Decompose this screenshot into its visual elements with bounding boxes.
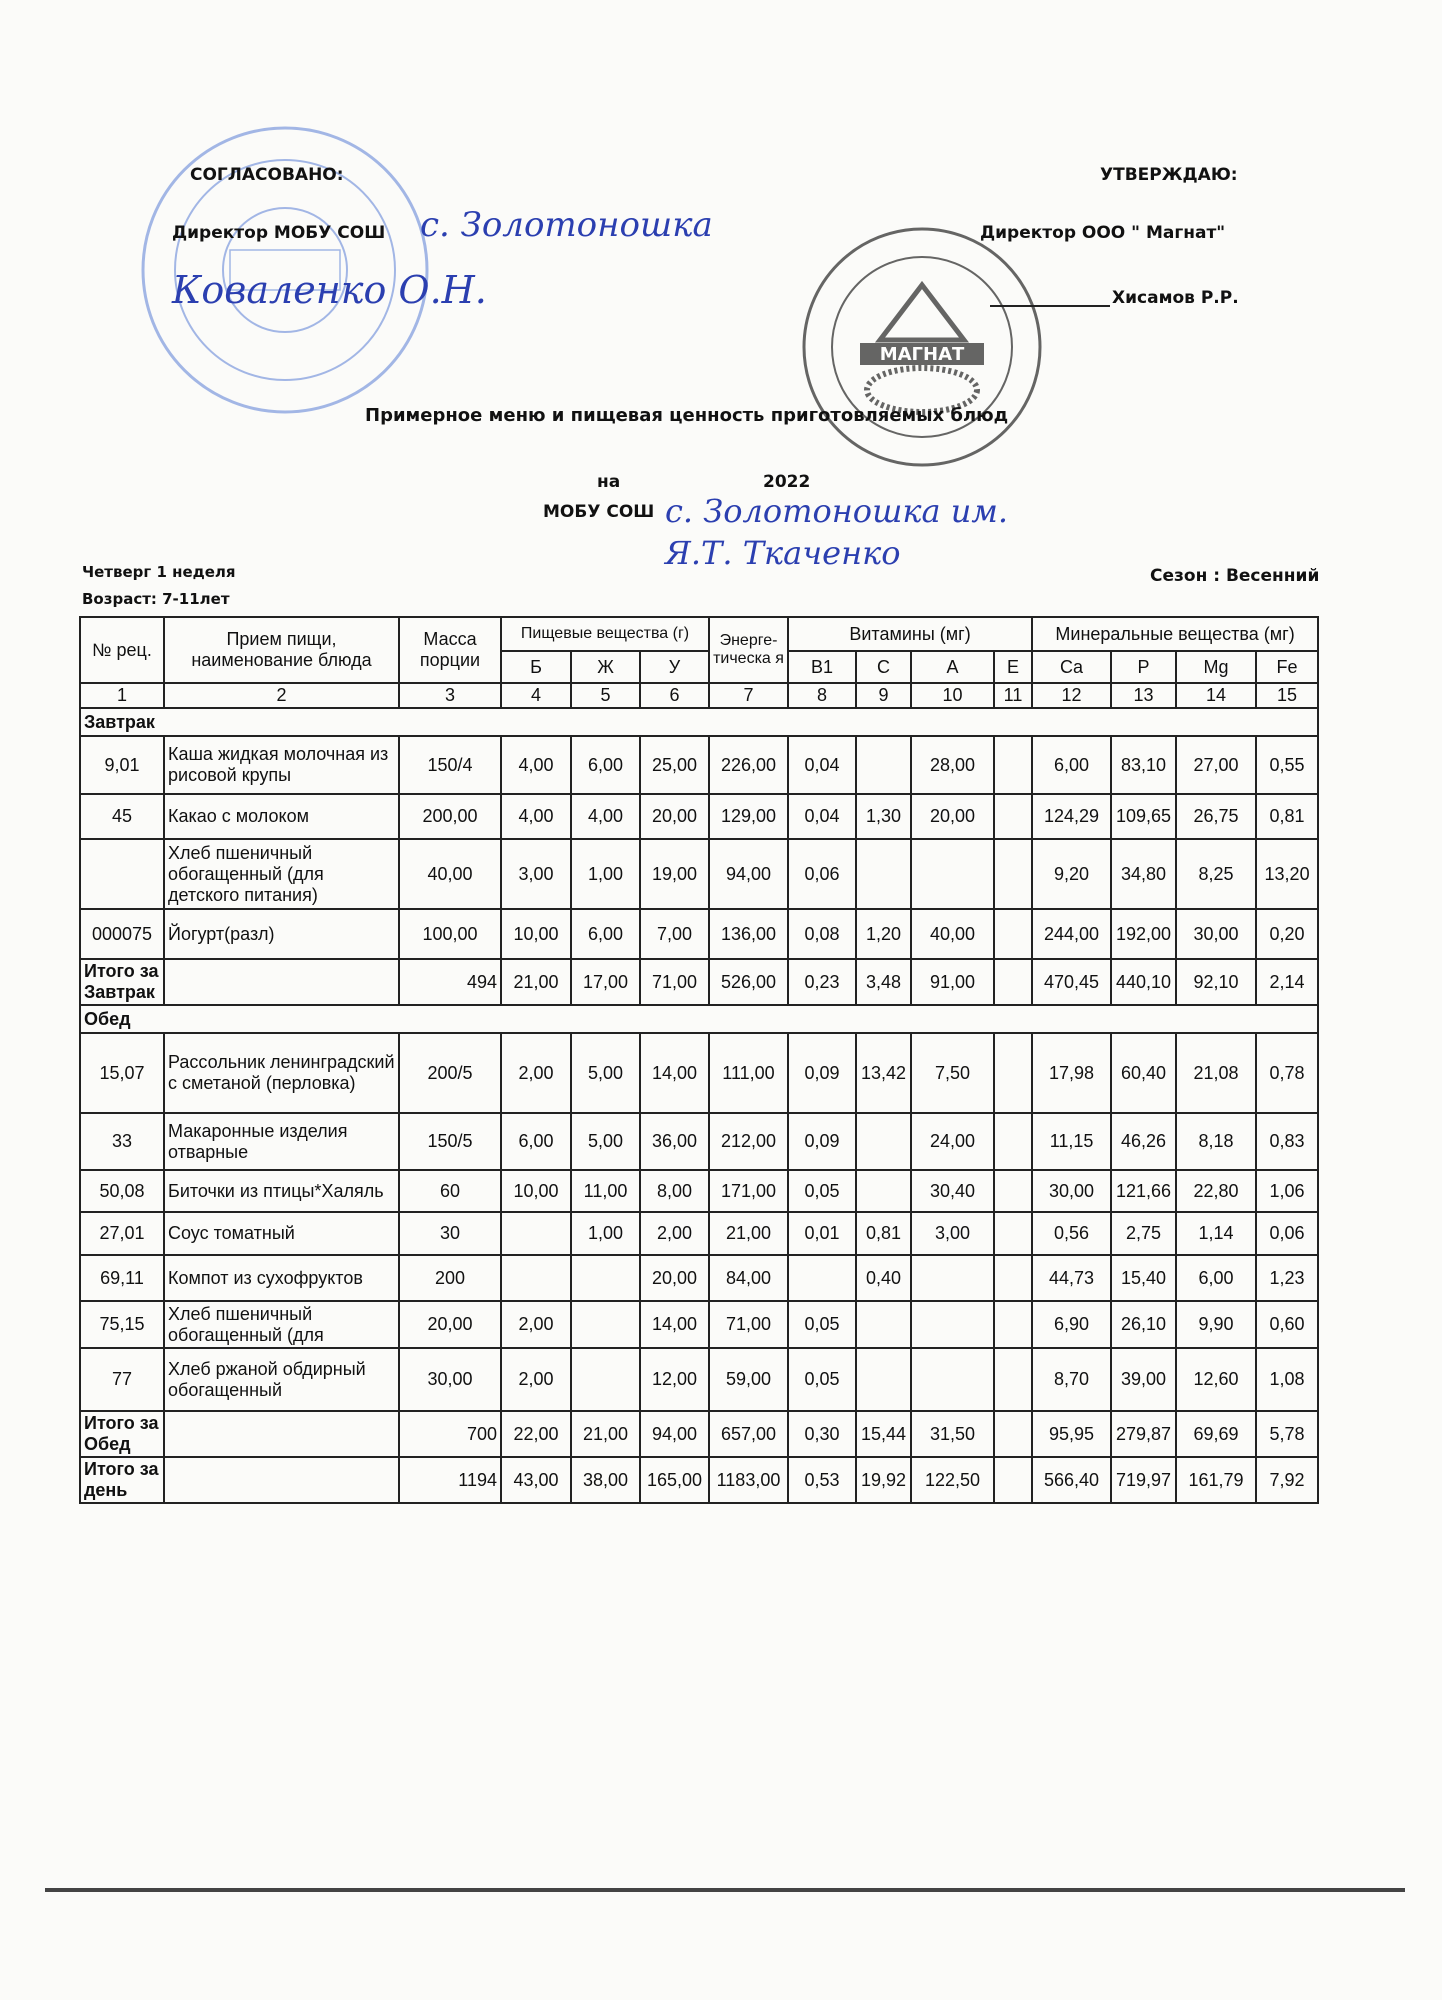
dish-row bbox=[80, 1212, 1318, 1255]
dish-value: 2,00 bbox=[501, 1033, 571, 1113]
dish-value: 10,00 bbox=[501, 909, 571, 959]
total-label: Итого за день bbox=[80, 1457, 164, 1503]
dish-value bbox=[911, 1255, 994, 1301]
total-cell: 494 bbox=[399, 959, 501, 1005]
dish-value: 59,00 bbox=[709, 1348, 788, 1411]
subheader-ca: Ca bbox=[1032, 651, 1111, 683]
signature-director-left: Коваленко О.Н. bbox=[172, 268, 487, 312]
total-cell: 7,92 bbox=[1256, 1457, 1318, 1503]
dish-value: 4,00 bbox=[571, 794, 640, 839]
dish-value: 212,00 bbox=[709, 1113, 788, 1170]
subheader-б: Б bbox=[501, 651, 571, 683]
dish-value: 8,00 bbox=[640, 1170, 709, 1212]
dish-value: 40,00 bbox=[399, 839, 501, 909]
dish-row bbox=[80, 1301, 1318, 1348]
total-cell: 0,30 bbox=[788, 1411, 856, 1457]
dish-value: 60 bbox=[399, 1170, 501, 1212]
header-nutrients: Пищевые вещества (г) bbox=[501, 617, 709, 651]
dish-name: Хлеб ржаной обдирный обогащенный bbox=[164, 1348, 399, 1411]
section-row bbox=[80, 1005, 1318, 1033]
dish-value: 30,00 bbox=[1032, 1170, 1111, 1212]
dish-value bbox=[501, 1212, 571, 1255]
dish-value: 11,15 bbox=[1032, 1113, 1111, 1170]
dish-value: 0,06 bbox=[788, 839, 856, 909]
dish-value bbox=[994, 1033, 1032, 1113]
dish-value: 13,42 bbox=[856, 1033, 911, 1113]
dish-value: 20,00 bbox=[640, 1255, 709, 1301]
total-cell: 1194 bbox=[399, 1457, 501, 1503]
column-number: 6 bbox=[640, 683, 709, 708]
dish-value: 0,56 bbox=[1032, 1212, 1111, 1255]
dish-value: 6,00 bbox=[1032, 736, 1111, 794]
dish-value bbox=[856, 736, 911, 794]
dish-value: 9,20 bbox=[1032, 839, 1111, 909]
total-cell: 3,48 bbox=[856, 959, 911, 1005]
dish-value: 14,00 bbox=[640, 1033, 709, 1113]
dish-value: 0,06 bbox=[1256, 1212, 1318, 1255]
dish-value: 0,04 bbox=[788, 736, 856, 794]
dish-value: 20,00 bbox=[640, 794, 709, 839]
dish-value: 30,00 bbox=[1176, 909, 1256, 959]
dish-value: 0,78 bbox=[1256, 1033, 1318, 1113]
dish-row bbox=[80, 1170, 1318, 1212]
recipe-number: 15,07 bbox=[80, 1033, 164, 1113]
dish-value: 22,80 bbox=[1176, 1170, 1256, 1212]
on-label: на bbox=[597, 472, 621, 492]
dish-value: 244,00 bbox=[1032, 909, 1111, 959]
dish-row bbox=[80, 1255, 1318, 1301]
dish-value bbox=[994, 1212, 1032, 1255]
dish-value: 34,80 bbox=[1111, 839, 1176, 909]
total-cell: 92,10 bbox=[1176, 959, 1256, 1005]
signature-school: с. Золотоношка bbox=[420, 205, 713, 245]
total-cell: 38,00 bbox=[571, 1457, 640, 1503]
dish-value: 4,00 bbox=[501, 794, 571, 839]
total-label: Итого за Завтрак bbox=[80, 959, 164, 1005]
column-number: 4 bbox=[501, 683, 571, 708]
total-spacer bbox=[164, 959, 399, 1005]
dish-value: 6,00 bbox=[571, 909, 640, 959]
dish-value bbox=[994, 794, 1032, 839]
dish-value: 5,00 bbox=[571, 1033, 640, 1113]
school-handwritten: с. Золотоношка им. Я.Т. Ткаченко bbox=[665, 492, 1009, 572]
dish-value: 19,00 bbox=[640, 839, 709, 909]
dish-value: 21,00 bbox=[709, 1212, 788, 1255]
approval-right-name: Хисамов Р.Р. bbox=[1112, 288, 1239, 308]
dish-value: 94,00 bbox=[709, 839, 788, 909]
dish-value: 0,55 bbox=[1256, 736, 1318, 794]
dish-value bbox=[571, 1255, 640, 1301]
dish-value: 226,00 bbox=[709, 736, 788, 794]
dish-value: 0,04 bbox=[788, 794, 856, 839]
dish-value: 0,08 bbox=[788, 909, 856, 959]
dish-value: 121,66 bbox=[1111, 1170, 1176, 1212]
dish-value: 84,00 bbox=[709, 1255, 788, 1301]
subheader-p: P bbox=[1111, 651, 1176, 683]
dish-row bbox=[80, 794, 1318, 839]
header-recipe-number: № рец. bbox=[80, 617, 164, 683]
dish-value: 1,06 bbox=[1256, 1170, 1318, 1212]
dish-value: 124,29 bbox=[1032, 794, 1111, 839]
header-mass: Масса порции bbox=[399, 617, 501, 683]
dish-value: 6,00 bbox=[571, 736, 640, 794]
dish-value: 60,40 bbox=[1111, 1033, 1176, 1113]
recipe-number: 27,01 bbox=[80, 1212, 164, 1255]
signature-line bbox=[990, 305, 1110, 307]
dish-value: 12,60 bbox=[1176, 1348, 1256, 1411]
section-total-row bbox=[80, 1411, 1318, 1457]
dish-value bbox=[994, 909, 1032, 959]
dish-value: 0,60 bbox=[1256, 1301, 1318, 1348]
dish-value: 192,00 bbox=[1111, 909, 1176, 959]
dish-value: 3,00 bbox=[501, 839, 571, 909]
dish-value: 6,00 bbox=[501, 1113, 571, 1170]
dish-value bbox=[994, 1348, 1032, 1411]
dish-value: 12,00 bbox=[640, 1348, 709, 1411]
subheader-mg: Mg bbox=[1176, 651, 1256, 683]
dish-value: 2,00 bbox=[501, 1301, 571, 1348]
total-cell: 165,00 bbox=[640, 1457, 709, 1503]
total-cell: 1183,00 bbox=[709, 1457, 788, 1503]
header-energy: Энерге-тическа я bbox=[709, 617, 788, 683]
total-cell: 31,50 bbox=[911, 1411, 994, 1457]
subheader-c: C bbox=[856, 651, 911, 683]
dish-value: 40,00 bbox=[911, 909, 994, 959]
dish-value bbox=[911, 1301, 994, 1348]
total-cell: 526,00 bbox=[709, 959, 788, 1005]
school-label: МОБУ СОШ bbox=[543, 502, 655, 522]
recipe-number: 50,08 bbox=[80, 1170, 164, 1212]
dish-value: 109,65 bbox=[1111, 794, 1176, 839]
column-number: 14 bbox=[1176, 683, 1256, 708]
total-cell bbox=[994, 1411, 1032, 1457]
dish-value: 21,08 bbox=[1176, 1033, 1256, 1113]
dish-value: 25,00 bbox=[640, 736, 709, 794]
dish-value: 0,09 bbox=[788, 1113, 856, 1170]
column-number: 5 bbox=[571, 683, 640, 708]
subheader-fe: Fe bbox=[1256, 651, 1318, 683]
recipe-number: 75,15 bbox=[80, 1301, 164, 1348]
day-label: Четверг 1 неделя bbox=[82, 563, 236, 581]
age-label: Возраст: 7-11лет bbox=[82, 590, 230, 608]
dish-name: Компот из сухофруктов bbox=[164, 1255, 399, 1301]
dish-value: 150/5 bbox=[399, 1113, 501, 1170]
header-vitamins: Витамины (мг) bbox=[788, 617, 1032, 651]
dish-value bbox=[856, 1113, 911, 1170]
season-label: Сезон : Весенний bbox=[1150, 566, 1320, 586]
column-number: 11 bbox=[994, 683, 1032, 708]
scan-edge-bottom bbox=[45, 1888, 1405, 1892]
dish-name: Хлеб пшеничный обогащенный (для bbox=[164, 1301, 399, 1348]
column-number: 10 bbox=[911, 683, 994, 708]
column-number: 3 bbox=[399, 683, 501, 708]
dish-value: 17,98 bbox=[1032, 1033, 1111, 1113]
subheader-b1: B1 bbox=[788, 651, 856, 683]
dish-value: 8,25 bbox=[1176, 839, 1256, 909]
dish-value bbox=[994, 1170, 1032, 1212]
subheader-у: У bbox=[640, 651, 709, 683]
subheader-a: A bbox=[911, 651, 994, 683]
dish-value: 200,00 bbox=[399, 794, 501, 839]
dish-value: 2,00 bbox=[501, 1348, 571, 1411]
dish-value: 150/4 bbox=[399, 736, 501, 794]
total-cell: 17,00 bbox=[571, 959, 640, 1005]
dish-value bbox=[994, 1113, 1032, 1170]
recipe-number bbox=[80, 839, 164, 909]
dish-name: Каша жидкая молочная из рисовой крупы bbox=[164, 736, 399, 794]
section-row bbox=[80, 708, 1318, 736]
recipe-number: 9,01 bbox=[80, 736, 164, 794]
header-dish-name: Прием пищи, наименование блюда bbox=[164, 617, 399, 683]
total-cell: 19,92 bbox=[856, 1457, 911, 1503]
dish-value: 0,83 bbox=[1256, 1113, 1318, 1170]
dish-value: 1,08 bbox=[1256, 1348, 1318, 1411]
year: 2022 bbox=[763, 472, 811, 492]
magnat-stamp bbox=[800, 225, 1045, 470]
dish-name: Йогурт(разл) bbox=[164, 909, 399, 959]
total-cell: 69,69 bbox=[1176, 1411, 1256, 1457]
total-cell: 700 bbox=[399, 1411, 501, 1457]
recipe-number: 45 bbox=[80, 794, 164, 839]
total-label: Итого за Обед bbox=[80, 1411, 164, 1457]
dish-value: 26,75 bbox=[1176, 794, 1256, 839]
dish-value: 0,09 bbox=[788, 1033, 856, 1113]
dish-value: 0,05 bbox=[788, 1170, 856, 1212]
day-total-row bbox=[80, 1457, 1318, 1503]
dish-value: 28,00 bbox=[911, 736, 994, 794]
dish-value bbox=[856, 839, 911, 909]
dish-name: Биточки из птицы*Халяль bbox=[164, 1170, 399, 1212]
dish-value: 9,90 bbox=[1176, 1301, 1256, 1348]
total-cell: 2,14 bbox=[1256, 959, 1318, 1005]
dish-value: 5,00 bbox=[571, 1113, 640, 1170]
total-cell: 122,50 bbox=[911, 1457, 994, 1503]
total-cell: 22,00 bbox=[501, 1411, 571, 1457]
total-cell: 21,00 bbox=[501, 959, 571, 1005]
dish-value: 1,00 bbox=[571, 1212, 640, 1255]
dish-value: 3,00 bbox=[911, 1212, 994, 1255]
column-number: 7 bbox=[709, 683, 788, 708]
dish-value: 14,00 bbox=[640, 1301, 709, 1348]
total-cell: 5,78 bbox=[1256, 1411, 1318, 1457]
approval-left-position: Директор МОБУ СОШ bbox=[172, 223, 386, 243]
dish-name: Хлеб пшеничный обогащенный (для детского питания) bbox=[164, 839, 399, 909]
recipe-number: 33 bbox=[80, 1113, 164, 1170]
dish-value: 6,00 bbox=[1176, 1255, 1256, 1301]
total-cell: 440,10 bbox=[1111, 959, 1176, 1005]
column-number: 12 bbox=[1032, 683, 1111, 708]
dish-value: 10,00 bbox=[501, 1170, 571, 1212]
dish-value: 0,05 bbox=[788, 1301, 856, 1348]
dish-value: 20,00 bbox=[399, 1301, 501, 1348]
dish-value: 0,81 bbox=[1256, 794, 1318, 839]
dish-value: 30,40 bbox=[911, 1170, 994, 1212]
dish-value bbox=[994, 1255, 1032, 1301]
column-number: 15 bbox=[1256, 683, 1318, 708]
total-cell: 21,00 bbox=[571, 1411, 640, 1457]
dish-value: 111,00 bbox=[709, 1033, 788, 1113]
dish-value: 7,00 bbox=[640, 909, 709, 959]
dish-value: 200 bbox=[399, 1255, 501, 1301]
menu-table bbox=[79, 616, 1319, 1504]
dish-value: 2,00 bbox=[640, 1212, 709, 1255]
dish-value: 83,10 bbox=[1111, 736, 1176, 794]
dish-value: 0,81 bbox=[856, 1212, 911, 1255]
column-number: 2 bbox=[164, 683, 399, 708]
dish-name: Макаронные изделия отварные bbox=[164, 1113, 399, 1170]
dish-value: 30,00 bbox=[399, 1348, 501, 1411]
dish-value: 39,00 bbox=[1111, 1348, 1176, 1411]
section-title: Завтрак bbox=[80, 708, 1318, 736]
total-cell: 94,00 bbox=[640, 1411, 709, 1457]
total-cell: 657,00 bbox=[709, 1411, 788, 1457]
dish-value: 1,20 bbox=[856, 909, 911, 959]
approval-left-label: СОГЛАСОВАНО: bbox=[190, 165, 344, 185]
dish-value bbox=[856, 1348, 911, 1411]
dish-value: 13,20 bbox=[1256, 839, 1318, 909]
dish-value: 136,00 bbox=[709, 909, 788, 959]
column-number: 8 bbox=[788, 683, 856, 708]
total-cell: 43,00 bbox=[501, 1457, 571, 1503]
total-cell bbox=[994, 1457, 1032, 1503]
column-number: 13 bbox=[1111, 683, 1176, 708]
total-cell: 95,95 bbox=[1032, 1411, 1111, 1457]
header-minerals: Минеральные вещества (мг) bbox=[1032, 617, 1318, 651]
dish-value bbox=[911, 839, 994, 909]
dish-value: 6,90 bbox=[1032, 1301, 1111, 1348]
dish-value: 1,23 bbox=[1256, 1255, 1318, 1301]
subheader-ж: Ж bbox=[571, 651, 640, 683]
dish-value bbox=[994, 736, 1032, 794]
dish-value: 8,18 bbox=[1176, 1113, 1256, 1170]
dish-value bbox=[788, 1255, 856, 1301]
total-cell: 15,44 bbox=[856, 1411, 911, 1457]
dish-value: 0,20 bbox=[1256, 909, 1318, 959]
dish-value: 27,00 bbox=[1176, 736, 1256, 794]
dish-value: 129,00 bbox=[709, 794, 788, 839]
dish-value: 1,14 bbox=[1176, 1212, 1256, 1255]
dish-value: 2,75 bbox=[1111, 1212, 1176, 1255]
section-total-row bbox=[80, 959, 1318, 1005]
dish-value bbox=[994, 1301, 1032, 1348]
dish-name: Рассольник ленинградский с сметаной (перловка) bbox=[164, 1033, 399, 1113]
total-cell: 0,53 bbox=[788, 1457, 856, 1503]
total-spacer bbox=[164, 1457, 399, 1503]
dish-value bbox=[911, 1348, 994, 1411]
dish-value bbox=[856, 1301, 911, 1348]
total-cell: 161,79 bbox=[1176, 1457, 1256, 1503]
section-title: Обед bbox=[80, 1005, 1318, 1033]
dish-name: Соус томатный bbox=[164, 1212, 399, 1255]
dish-value bbox=[856, 1170, 911, 1212]
svg-text:МАГНАТ: МАГНАТ bbox=[879, 344, 965, 365]
approval-right-label: УТВЕРЖДАЮ: bbox=[1100, 165, 1238, 185]
total-spacer bbox=[164, 1411, 399, 1457]
total-cell: 470,45 bbox=[1032, 959, 1111, 1005]
dish-value: 30 bbox=[399, 1212, 501, 1255]
total-cell: 719,97 bbox=[1111, 1457, 1176, 1503]
dish-value: 44,73 bbox=[1032, 1255, 1111, 1301]
document-title: Примерное меню и пищевая ценность приготовляемых блюд bbox=[365, 405, 1009, 426]
column-number: 9 bbox=[856, 683, 911, 708]
recipe-number: 000075 bbox=[80, 909, 164, 959]
recipe-number: 77 bbox=[80, 1348, 164, 1411]
dish-value bbox=[571, 1348, 640, 1411]
dish-value: 15,40 bbox=[1111, 1255, 1176, 1301]
dish-value: 11,00 bbox=[571, 1170, 640, 1212]
dish-name: Какао с молоком bbox=[164, 794, 399, 839]
subheader-e: E bbox=[994, 651, 1032, 683]
dish-row bbox=[80, 1033, 1318, 1113]
dish-value: 0,40 bbox=[856, 1255, 911, 1301]
dish-value: 0,05 bbox=[788, 1348, 856, 1411]
column-number: 1 bbox=[80, 683, 164, 708]
dish-value: 100,00 bbox=[399, 909, 501, 959]
dish-value bbox=[501, 1255, 571, 1301]
dish-row bbox=[80, 909, 1318, 959]
dish-value: 1,00 bbox=[571, 839, 640, 909]
dish-value: 200/5 bbox=[399, 1033, 501, 1113]
dish-value: 0,01 bbox=[788, 1212, 856, 1255]
recipe-number: 69,11 bbox=[80, 1255, 164, 1301]
total-cell bbox=[994, 959, 1032, 1005]
dish-value bbox=[994, 839, 1032, 909]
dish-value: 24,00 bbox=[911, 1113, 994, 1170]
dish-row bbox=[80, 736, 1318, 794]
dish-value: 46,26 bbox=[1111, 1113, 1176, 1170]
total-cell: 0,23 bbox=[788, 959, 856, 1005]
dish-value bbox=[571, 1301, 640, 1348]
dish-value: 171,00 bbox=[709, 1170, 788, 1212]
approval-right-position: Директор ООО " Магнат" bbox=[980, 223, 1226, 243]
dish-value: 26,10 bbox=[1111, 1301, 1176, 1348]
total-cell: 91,00 bbox=[911, 959, 994, 1005]
total-cell: 566,40 bbox=[1032, 1457, 1111, 1503]
dish-value: 4,00 bbox=[501, 736, 571, 794]
dish-row bbox=[80, 1113, 1318, 1170]
dish-value: 1,30 bbox=[856, 794, 911, 839]
total-cell: 279,87 bbox=[1111, 1411, 1176, 1457]
dish-value: 36,00 bbox=[640, 1113, 709, 1170]
dish-value: 20,00 bbox=[911, 794, 994, 839]
dish-value: 7,50 bbox=[911, 1033, 994, 1113]
dish-row bbox=[80, 1348, 1318, 1411]
dish-row bbox=[80, 839, 1318, 909]
dish-value: 71,00 bbox=[709, 1301, 788, 1348]
total-cell: 71,00 bbox=[640, 959, 709, 1005]
dish-value: 8,70 bbox=[1032, 1348, 1111, 1411]
